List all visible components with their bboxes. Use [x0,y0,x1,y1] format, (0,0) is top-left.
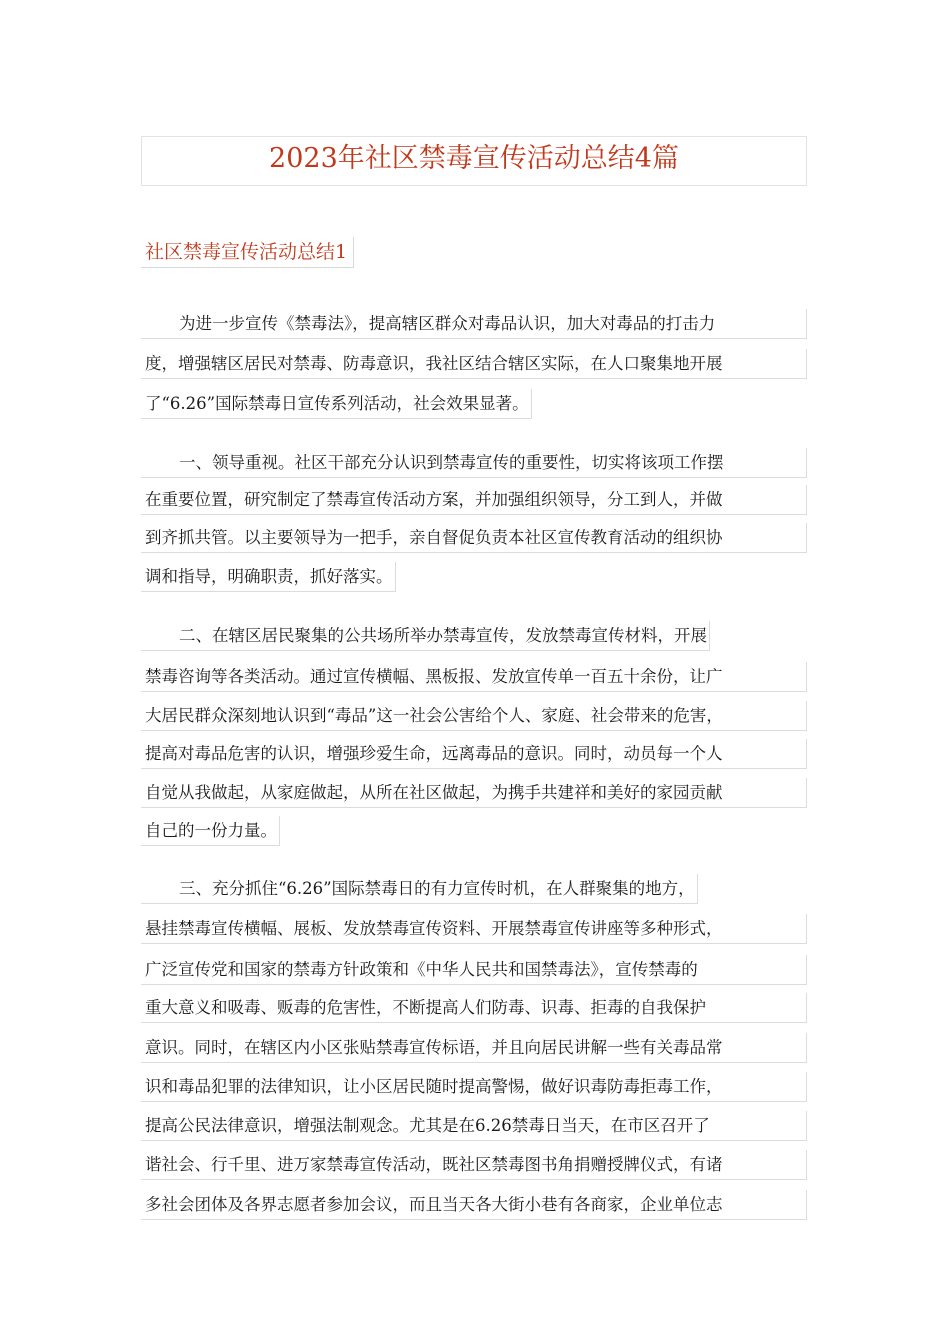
paragraph-line: 多社会团体及各界志愿者参加会议，而且当天各大街小巷有各商家，企业单位志 [141,1190,807,1220]
paragraph-line: 谐社会、行千里、进万家禁毒宣传活动，既社区禁毒图书角捐赠授牌仪式，有诸 [141,1150,807,1180]
paragraph-line: 二、在辖区居民聚集的公共场所举办禁毒宣传，发放禁毒宣传材料，开展 [141,621,710,651]
document-title [141,136,807,186]
paragraph-line: 为进一步宣传《禁毒法》，提高辖区群众对毒品认识，加大对毒品的打击力 [141,309,807,339]
paragraph-line: 广泛宣传党和国家的禁毒方针政策和《中华人民共和国禁毒法》，宣传禁毒的 [141,955,807,985]
paragraph-line: 到齐抓共管。以主要领导为一把手，亲自督促负责本社区宣传教育活动的组织协 [141,523,807,553]
paragraph-line: 禁毒咨询等各类活动。通过宣传横幅、黑板报、发放宣传单一百五十余份，让广 [141,662,807,692]
paragraph-line: 一、领导重视。社区干部充分认识到禁毒宣传的重要性，切实将该项工作摆 [141,448,807,478]
paragraph-line: 了“6.26”国际禁毒日宣传系列活动，社会效果显著。 [141,389,532,419]
paragraph-line: 在重要位置，研究制定了禁毒宣传活动方案，并加强组织领导，分工到人，并做 [141,485,807,515]
paragraph-line: 重大意义和吸毒、贩毒的危害性，不断提高人们防毒、识毒、拒毒的自我保护 [141,993,807,1023]
paragraph-line: 自己的一份力量。 [141,816,280,846]
paragraph-line: 意识。同时，在辖区内小区张贴禁毒宣传标语，并且向居民讲解一些有关毒品常 [141,1033,807,1063]
paragraph-line: 调和指导，明确职责，抓好落实。 [141,562,396,592]
paragraph-line: 悬挂禁毒宣传横幅、展板、发放禁毒宣传资料、开展禁毒宣传讲座等多种形式， [141,914,807,944]
paragraph-line: 识和毒品犯罪的法律知识，让小区居民随时提高警惕，做好识毒防毒拒毒工作， [141,1072,807,1102]
paragraph-line: 提高公民法律意识，增强法制观念。尤其是在6.26禁毒日当天，在市区召开了 [141,1111,807,1141]
paragraph-line: 度，增强辖区居民对禁毒、防毒意识，我社区结合辖区实际，在人口聚集地开展 [141,349,807,379]
paragraph-line: 自觉从我做起，从家庭做起，从所在社区做起，为携手共建祥和美好的家园贡献 [141,778,807,808]
section-heading: 社区禁毒宣传活动总结1 [141,237,354,268]
paragraph-line: 提高对毒品危害的认识，增强珍爱生命，远离毒品的意识。同时，动员每一个人 [141,739,807,769]
document-title-text: 2023年社区禁毒宣传活动总结4篇 [269,143,679,174]
paragraph-line: 大居民群众深刻地认识到“毒品”这一社会公害给个人、家庭、社会带来的危害， [141,701,807,731]
paragraph-line: 三、充分抓住“6.26”国际禁毒日的有力宣传时机，在人群聚集的地方， [141,874,698,904]
